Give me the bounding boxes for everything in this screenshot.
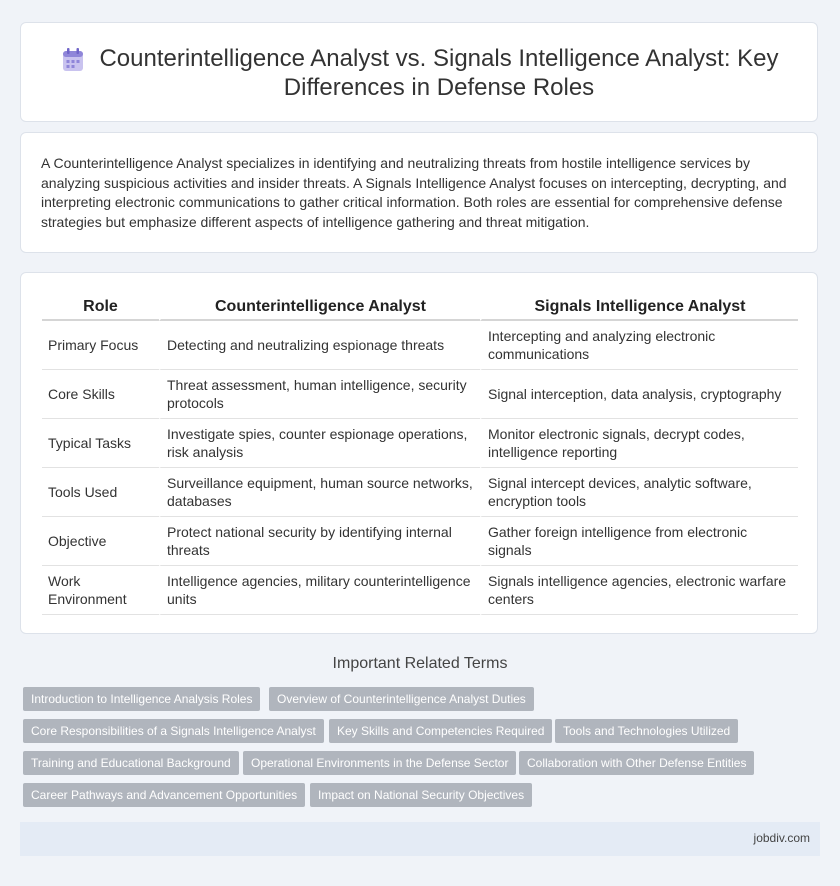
- related-term-tag[interactable]: Impact on National Security Objectives: [310, 783, 532, 807]
- row-label: Primary Focus: [42, 321, 159, 370]
- counterintelligence-cell: Intelligence agencies, military counterintelligence units: [159, 566, 480, 615]
- footer-site[interactable]: jobdiv.com: [753, 831, 810, 845]
- counterintelligence-cell: Detecting and neutralizing espionage threats: [159, 321, 480, 370]
- counterintelligence-cell: Surveillance equipment, human source networks, databases: [159, 468, 480, 517]
- related-term-tag[interactable]: Core Responsibilities of a Signals Intelligence Analyst: [23, 719, 324, 743]
- signals-cell: Monitor electronic signals, decrypt codes, intelligence reporting: [480, 419, 798, 468]
- signals-cell: Gather foreign intelligence from electronic signals: [480, 517, 798, 566]
- counterintelligence-cell: Investigate spies, counter espionage operations, risk analysis: [159, 419, 480, 468]
- comparison-card: [20, 272, 818, 634]
- counterintelligence-cell: Protect national security by identifying internal threats: [159, 517, 480, 566]
- related-term-tag[interactable]: Collaboration with Other Defense Entities: [519, 751, 754, 775]
- related-terms-title: Important Related Terms: [332, 655, 508, 672]
- row-label: Core Skills: [42, 370, 159, 419]
- signals-cell: Intercepting and analyzing electronic communications: [480, 321, 798, 370]
- header-signals: Signals Intelligence Analyst: [480, 295, 798, 321]
- related-term-tag[interactable]: Training and Educational Background: [23, 751, 239, 775]
- row-label: Work Environment: [42, 566, 159, 615]
- table-row: [42, 321, 798, 370]
- intro-card: [20, 132, 818, 253]
- signals-cell: Signal interception, data analysis, cryptography: [480, 370, 798, 419]
- related-term-tag[interactable]: Key Skills and Competencies Required: [329, 719, 552, 743]
- related-term-tag[interactable]: Operational Environments in the Defense Sector: [243, 751, 516, 775]
- intro-text: A Counterintelligence Analyst specializes in identifying and neutralizing threats from hostile intelligence services by analyzing suspicious activities and insider threats. A Signals Intelligence Analyst focuses on intercepting, decrypting, and interpreting electronic communications to gather critical information. Both roles are essential for comprehensive defense strategies but emphasize different aspects of intelligence gathering and threat mitigation.: [41, 155, 787, 230]
- table-row: [42, 419, 798, 468]
- comparison-table: [42, 295, 798, 615]
- table-row: [42, 370, 798, 419]
- table-row: [42, 517, 798, 566]
- related-term-tag[interactable]: Introduction to Intelligence Analysis Roles: [23, 687, 260, 711]
- table-row: [42, 566, 798, 615]
- table-header-row: [42, 295, 798, 321]
- signals-cell: Signals intelligence agencies, electronic warfare centers: [480, 566, 798, 615]
- header-role: Role: [42, 295, 159, 321]
- related-term-tag[interactable]: Overview of Counterintelligence Analyst Duties: [269, 687, 534, 711]
- related-term-tag[interactable]: Tools and Technologies Utilized: [555, 719, 738, 743]
- header-counterintelligence: Counterintelligence Analyst: [159, 295, 480, 321]
- footer: [20, 822, 820, 856]
- related-term-tag[interactable]: Career Pathways and Advancement Opportunities: [23, 783, 305, 807]
- row-label: Typical Tasks: [42, 419, 159, 468]
- counterintelligence-cell: Threat assessment, human intelligence, security protocols: [159, 370, 480, 419]
- row-label: Objective: [42, 517, 159, 566]
- header-card: [20, 22, 818, 122]
- page-title: Counterintelligence Analyst vs. Signals Intelligence Analyst: Key Differences in Defense Roles: [99, 45, 779, 101]
- table-row: [42, 468, 798, 517]
- row-label: Tools Used: [42, 468, 159, 517]
- signals-cell: Signal intercept devices, analytic software, encryption tools: [480, 468, 798, 517]
